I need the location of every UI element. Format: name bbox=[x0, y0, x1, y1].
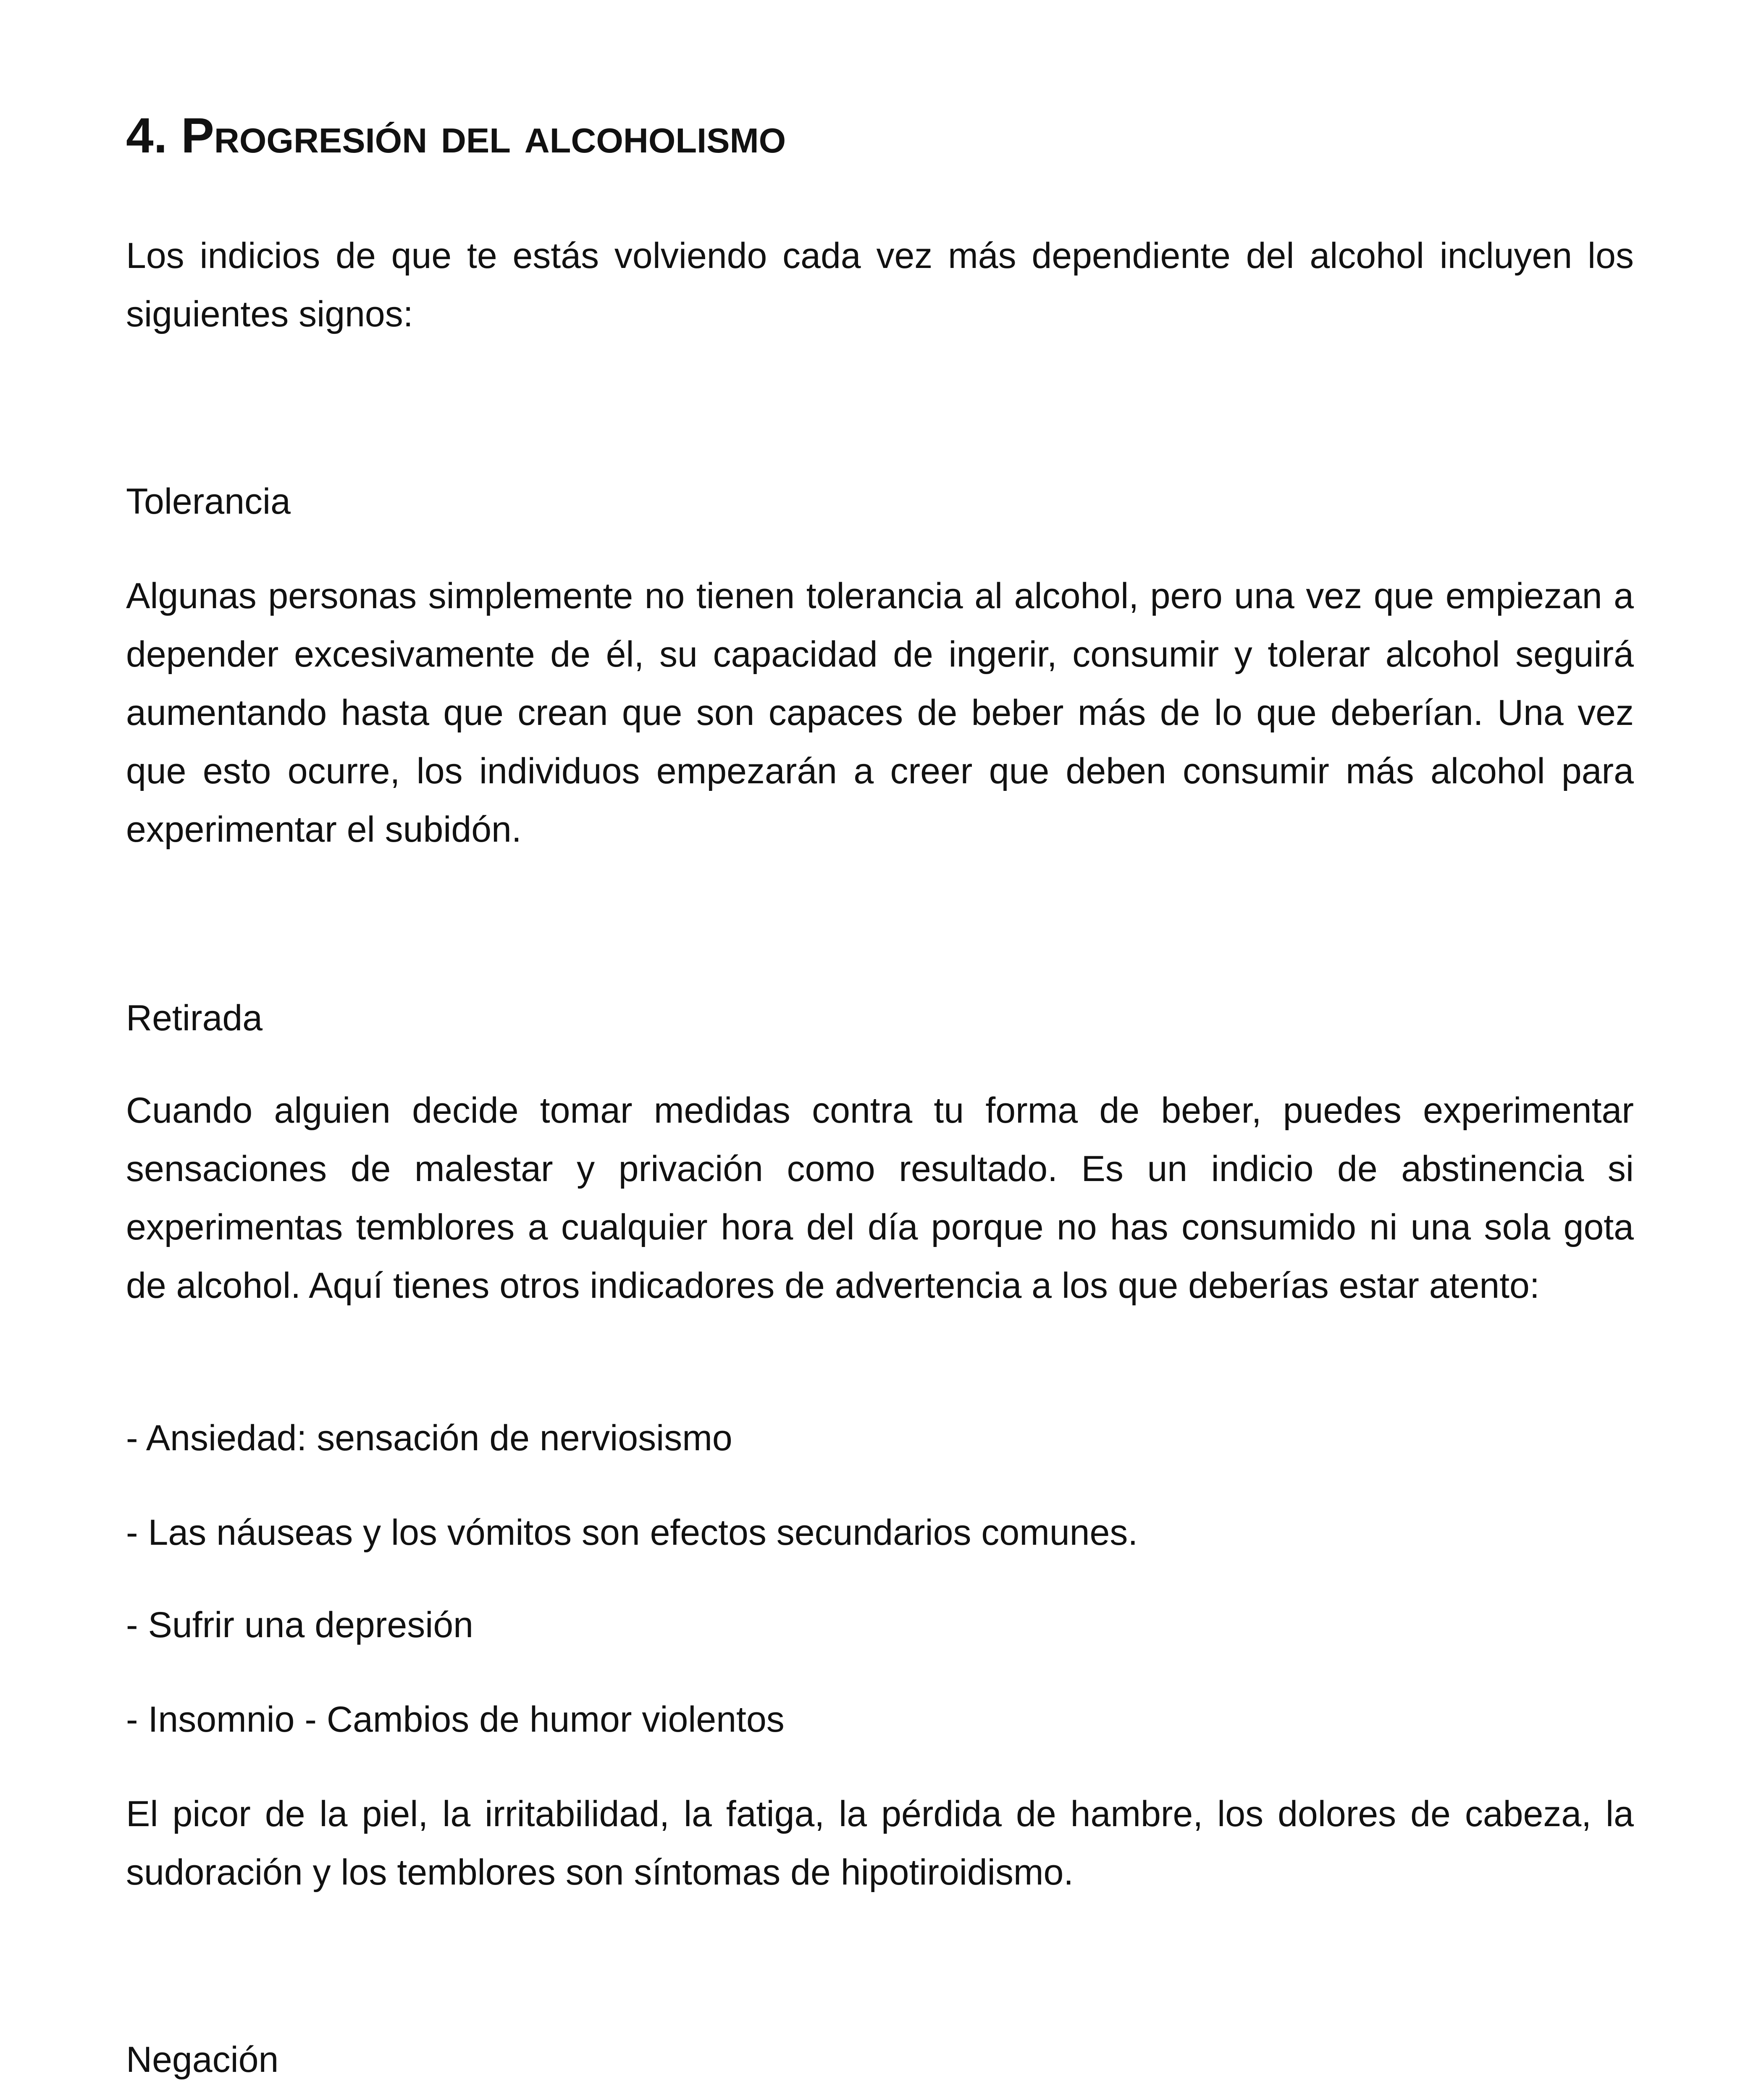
list-item: - Las náuseas y los vómitos son efectos secundarios comunes. bbox=[126, 1512, 1138, 1553]
subheading-tolerancia: Tolerancia bbox=[126, 481, 291, 522]
paragraph-retirada: Cuando alguien decide tomar medidas contra tu forma de beber, puedes experimentar sensaciones de malestar y privación como resultado. Es un indicio de abstinencia si experimentas temblores a cualquier hora del día porque no has consumido ni una sola gota de alcohol. Aquí tienes otros indicadores de advertencia a los que deberías estar atento: bbox=[126, 1090, 1634, 1306]
section-heading: 4. Progresión del alcoholismo bbox=[126, 108, 786, 163]
subheading-negacion: Negación bbox=[126, 2040, 279, 2080]
list-item: - Insomnio - Cambios de humor violentos bbox=[126, 1699, 785, 1740]
paragraph-tolerancia: Algunas personas simplemente no tienen tolerancia al alcohol, pero una vez que empiezan a depender excesivamente de él, su capacidad de ingerir, consumir y tolerar alcohol seguirá aumentando hasta que crean que son capaces de beber más de lo que deberían. Una vez que esto ocurre, los individuos empezarán a creer que deben consumir más alcohol para experimentar el subidón. bbox=[126, 576, 1634, 850]
paragraph-symptoms: El picor de la piel, la irritabilidad, la fatiga, la pérdida de hambre, los dolores de cabeza, la sudoración y los temblores son síntomas de hipotiroidismo. bbox=[126, 1794, 1634, 1893]
list-item: - Ansiedad: sensación de nerviosismo bbox=[126, 1418, 732, 1458]
intro-paragraph: Los indicios de que te estás volviendo cada vez más dependiente del alcohol incluyen los siguientes signos: bbox=[126, 236, 1634, 334]
subheading-retirada: Retirada bbox=[126, 998, 263, 1038]
list-item: - Sufrir una depresión bbox=[126, 1605, 473, 1645]
